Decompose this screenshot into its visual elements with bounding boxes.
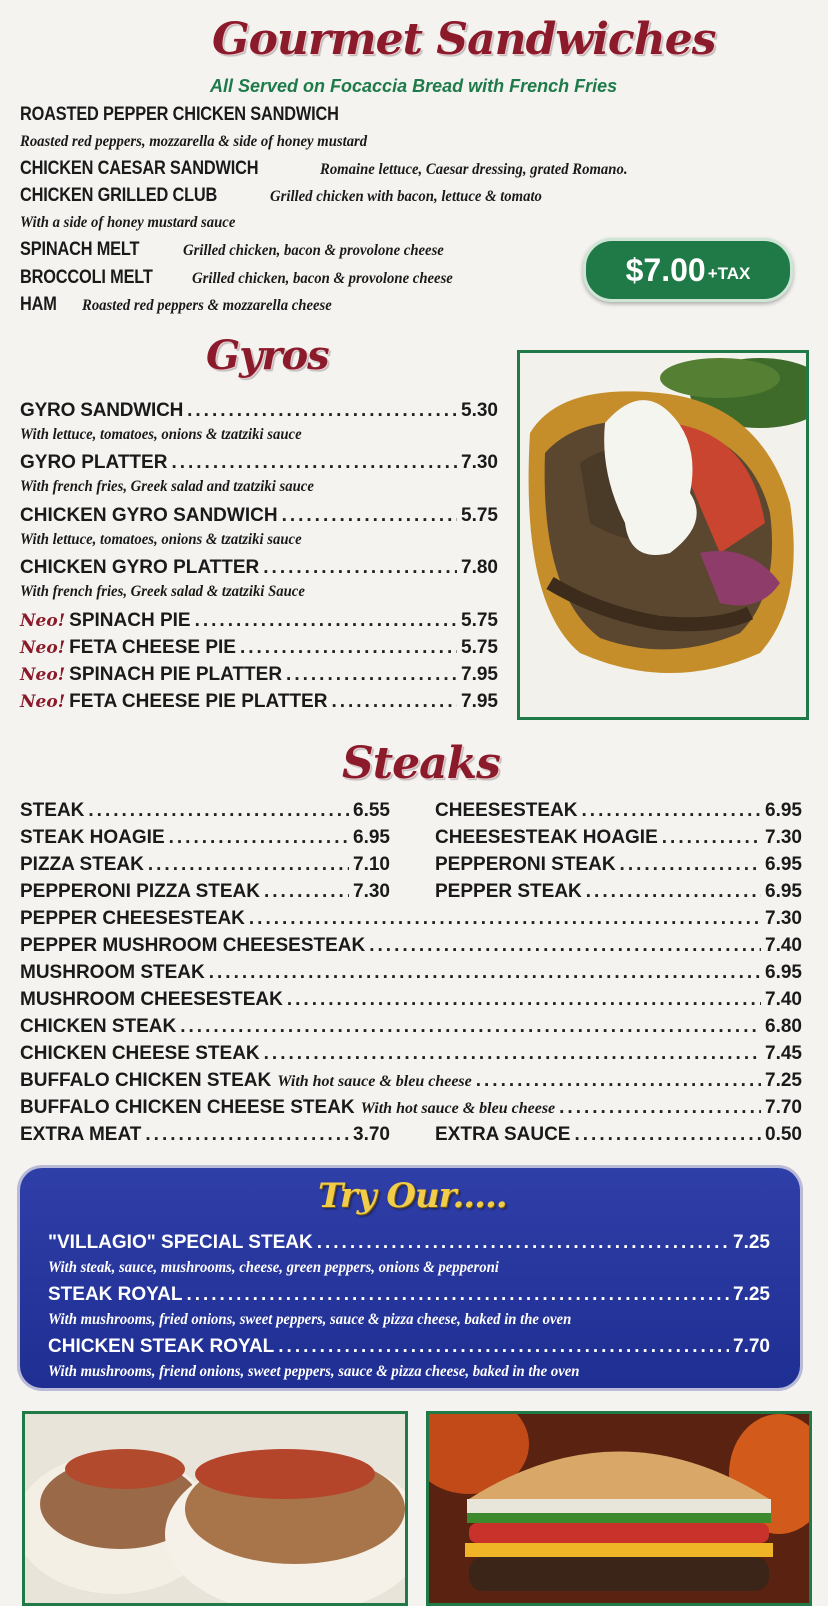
gyros-item-price: 5.75 [461, 637, 498, 658]
steaks-item-name: CHICKEN STEAK [20, 1016, 177, 1037]
gourmet-item-desc: Roasted red peppers & mozzarella cheese [82, 297, 332, 314]
steaks-item-price: 7.40 [765, 989, 802, 1010]
dot-leader [186, 1284, 729, 1306]
steaks-row [20, 800, 390, 822]
gyros-item-name: SPINACH PIE [69, 610, 191, 631]
gourmet-item-name: CHICKEN GRILLED CLUB [20, 185, 218, 206]
steaks-item-price: 6.95 [765, 962, 802, 983]
price-badge-amount: $7.00 [625, 251, 706, 288]
steaks-item-price: 7.40 [765, 935, 802, 956]
neo-tag: Neo! [20, 665, 66, 685]
dot-leader [171, 452, 457, 474]
gyros-item-name: CHICKEN GYRO SANDWICH [20, 505, 278, 526]
dot-leader [278, 1336, 729, 1358]
steaks-item-name: BUFFALO CHICKEN STEAK [20, 1070, 272, 1091]
gourmet-item-desc: Grilled chicken, bacon & provolone cheese [192, 270, 453, 287]
dot-leader [331, 691, 457, 713]
steaks-item-name: BUFFALO CHICKEN CHEESE STEAK [20, 1097, 355, 1118]
price-badge [583, 238, 793, 302]
gyros-item-desc: With french fries, Greek salad and tzatziki sauce [20, 478, 314, 495]
dot-leader [476, 1070, 761, 1092]
steaks-item-price: 7.70 [765, 1097, 802, 1118]
try-our-title: Try Our..... [318, 1176, 507, 1216]
gourmet-item-name: ROASTED PEPPER CHICKEN SANDWICH [20, 104, 339, 125]
gyros-item-desc: With lettuce, tomatoes, onions & tzatziki sauce [20, 426, 302, 443]
gourmet-item [20, 158, 628, 180]
try-our-panel [20, 1168, 800, 1388]
dot-leader [582, 800, 761, 822]
steaks-item-name: MUSHROOM CHEESESTEAK [20, 989, 283, 1010]
dot-leader [263, 557, 457, 579]
neo-tag: Neo! [20, 638, 66, 658]
dot-leader [369, 935, 761, 957]
steaks-item-price: 0.50 [765, 1124, 802, 1145]
steaks-item-name: MUSHROOM STEAK [20, 962, 205, 983]
steaks-item-name: CHEESESTEAK [435, 800, 578, 821]
gourmet-title: Gourmet Sandwiches [212, 14, 716, 65]
gourmet-item [20, 239, 444, 261]
try-our-item-name: STEAK ROYAL [48, 1284, 183, 1305]
gyros-row [20, 664, 498, 686]
gyros-row [20, 691, 498, 713]
steaks-item-name: PEPPERONI PIZZA STEAK [20, 881, 260, 902]
steaks-row [20, 908, 802, 930]
dot-leader [240, 637, 457, 659]
try-our-item-desc: With mushrooms, friend onions, sweet peppers, sauce & pizza cheese, baked in the oven [48, 1363, 580, 1380]
gyros-item-price: 7.95 [461, 691, 498, 712]
gyros-item-desc: With french fries, Greek salad & tzatziki Sauce [20, 583, 305, 600]
steaks-row [435, 827, 802, 849]
gourmet-item-desc: Romaine lettuce, Caesar dressing, grated Romano. [320, 161, 628, 178]
steaks-item-name: PEPPER STEAK [435, 881, 582, 902]
gyros-row [20, 610, 498, 632]
gyros-item-name: FETA CHEESE PIE [69, 637, 236, 658]
dot-leader [286, 664, 457, 686]
steaks-row [20, 1043, 802, 1065]
gyros-item-name: FETA CHEESE PIE PLATTER [69, 691, 328, 712]
steaks-row [20, 1097, 802, 1119]
gyros-item-price: 5.30 [461, 400, 498, 421]
dot-leader [287, 989, 761, 1011]
gourmet-item-name: HAM [20, 294, 57, 315]
price-badge-suffix: +TAX [707, 264, 751, 283]
gourmet-item-desc: Roasted red peppers, mozzarella & side of honey mustard [20, 133, 368, 150]
gourmet-item-desc: With a side of honey mustard sauce [20, 214, 236, 231]
dot-leader [187, 400, 457, 422]
steak-sandwich-art [25, 1414, 405, 1603]
dot-leader [282, 505, 457, 527]
try-our-item-name: CHICKEN STEAK ROYAL [48, 1336, 275, 1357]
steak-sandwich-photo [22, 1411, 408, 1606]
steaks-item-name: EXTRA MEAT [20, 1124, 142, 1145]
gourmet-item-name: BROCCOLI MELT [20, 267, 153, 288]
gourmet-item-desc: Grilled chicken, bacon & provolone cheese [183, 242, 444, 259]
gyros-item-name: GYRO SANDWICH [20, 400, 184, 421]
steaks-item-name: PEPPERONI STEAK [435, 854, 616, 875]
steaks-row [435, 881, 802, 903]
dot-leader [574, 1124, 761, 1146]
gyros-item-name: SPINACH PIE PLATTER [69, 664, 283, 685]
try-our-item-desc: With steak, sauce, mushrooms, cheese, green peppers, onions & pepperoni [48, 1259, 499, 1276]
gyros-item-price: 7.95 [461, 664, 498, 685]
dot-leader [88, 800, 349, 822]
dot-leader [249, 908, 761, 930]
dot-leader [180, 1016, 761, 1038]
gyros-item-price: 5.75 [461, 610, 498, 631]
gyro-photo-art [520, 353, 806, 717]
steaks-row [20, 1016, 802, 1038]
steaks-row [20, 989, 802, 1011]
steaks-row [20, 935, 802, 957]
steaks-item-price: 7.30 [353, 881, 390, 902]
try-our-row [48, 1232, 770, 1254]
steaks-row [20, 1124, 390, 1146]
steaks-item-name: PIZZA STEAK [20, 854, 144, 875]
steaks-item-price: 7.45 [765, 1043, 802, 1064]
steaks-item-name: STEAK [20, 800, 85, 821]
try-our-item-name: "VILLAGIO" SPECIAL STEAK [48, 1232, 313, 1253]
steaks-row [20, 962, 802, 984]
dot-leader [559, 1097, 761, 1119]
steaks-item-price: 6.95 [765, 854, 802, 875]
steaks-item-price: 7.10 [353, 854, 390, 875]
gyros-item-price: 7.30 [461, 452, 498, 473]
steaks-title: Steaks [342, 738, 500, 789]
steaks-item-name: PEPPER MUSHROOM CHEESESTEAK [20, 935, 366, 956]
dot-leader [145, 1124, 349, 1146]
gyros-item-desc: With lettuce, tomatoes, onions & tzatziki sauce [20, 531, 302, 548]
steaks-item-name: EXTRA SAUCE [435, 1124, 571, 1145]
steaks-row [20, 1070, 802, 1092]
steaks-item-name: CHEESESTEAK HOAGIE [435, 827, 658, 848]
dot-leader [195, 610, 457, 632]
steaks-item-price: 6.80 [765, 1016, 802, 1037]
gourmet-subtitle: All Served on Focaccia Bread with French Fries [210, 76, 618, 96]
steaks-item-price: 6.55 [353, 800, 390, 821]
gourmet-item-desc: Grilled chicken with bacon, lettuce & tomato [270, 188, 542, 205]
neo-tag: Neo! [20, 692, 66, 712]
gyros-item-price: 7.80 [461, 557, 498, 578]
gourmet-item [20, 185, 542, 207]
neo-tag: Neo! [20, 611, 66, 631]
steaks-item-price: 7.30 [765, 908, 802, 929]
gourmet-item-name: CHICKEN CAESAR SANDWICH [20, 158, 259, 179]
steaks-item-desc: With hot sauce & bleu cheese [277, 1073, 472, 1090]
steaks-item-name: PEPPER CHEESESTEAK [20, 908, 245, 929]
dot-leader [317, 1232, 729, 1254]
gourmet-item [20, 267, 453, 289]
steaks-row [435, 854, 802, 876]
steaks-item-price: 7.25 [765, 1070, 802, 1091]
gyros-item-name: GYRO PLATTER [20, 452, 168, 473]
steaks-item-price: 6.95 [353, 827, 390, 848]
gyros-row [20, 637, 498, 659]
dot-leader [264, 881, 349, 903]
steaks-item-price: 6.95 [765, 800, 802, 821]
burger-photo [426, 1411, 812, 1606]
try-our-item-price: 7.25 [733, 1284, 770, 1305]
dot-leader [209, 962, 761, 984]
try-our-item-price: 7.25 [733, 1232, 770, 1253]
gyro-photo [517, 350, 809, 720]
steaks-item-price: 7.30 [765, 827, 802, 848]
burger-art [429, 1414, 809, 1603]
try-our-item-price: 7.70 [733, 1336, 770, 1357]
steaks-item-name: STEAK HOAGIE [20, 827, 165, 848]
gourmet-item [20, 294, 332, 316]
steaks-item-price: 6.95 [765, 881, 802, 902]
gyros-row [20, 452, 498, 474]
gyros-title: Gyros [206, 332, 329, 379]
gyros-item-price: 5.75 [461, 505, 498, 526]
gyros-row [20, 557, 498, 579]
try-our-row [48, 1284, 770, 1306]
try-our-item-desc: With mushrooms, fried onions, sweet peppers, sauce & pizza cheese, baked in the oven [48, 1311, 572, 1328]
gyros-row [20, 400, 498, 422]
gourmet-item-name: SPINACH MELT [20, 239, 140, 260]
steaks-item-name: CHICKEN CHEESE STEAK [20, 1043, 260, 1064]
steaks-row [20, 827, 390, 849]
dot-leader [620, 854, 761, 876]
dot-leader [264, 1043, 761, 1065]
steaks-item-desc: With hot sauce & bleu cheese [360, 1100, 556, 1117]
dot-leader [662, 827, 761, 849]
gyros-item-name: CHICKEN GYRO PLATTER [20, 557, 260, 578]
dot-leader [148, 854, 349, 876]
steaks-item-price: 3.70 [353, 1124, 390, 1145]
steaks-row [435, 1124, 802, 1146]
steaks-row [20, 881, 390, 903]
try-our-row [48, 1336, 770, 1358]
dot-leader [586, 881, 761, 903]
steaks-row [435, 800, 802, 822]
steaks-row [20, 854, 390, 876]
dot-leader [169, 827, 349, 849]
gyros-row [20, 505, 498, 527]
